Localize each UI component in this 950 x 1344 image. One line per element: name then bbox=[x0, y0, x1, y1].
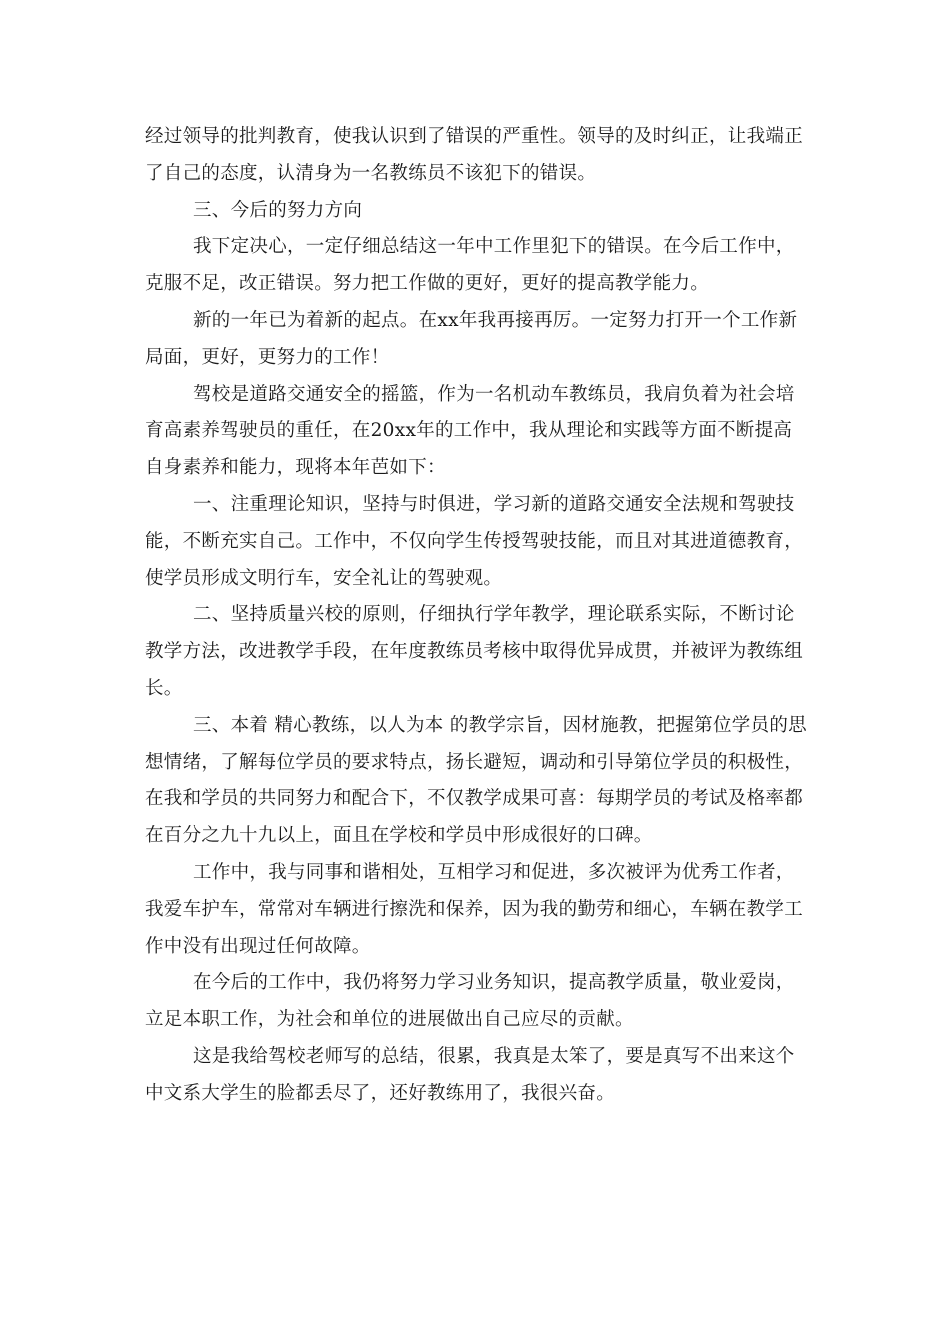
section-heading-future-direction: 三、今后的努力方向 bbox=[193, 199, 363, 221]
paragraph-point-two-quality: 二、坚持质量兴校的原则，仔细执行学年教学，理论联系实际，不断讨论教学方法，改进教学手段，在年度教练员考核中取得优异成贯，并被评为教练组长。 bbox=[145, 604, 804, 699]
paragraph-driving-school-intro: 驾校是道路交通安全的摇篮，作为一名机动车教练员，我肩负着为社会培育高素养驾驶员的重任，在20xx年的工作中，我从理论和实践等方面不断提高自身素养和能力，现将本年芭如下： bbox=[145, 383, 795, 479]
paragraph-criticism-continuation: 经过领导的批判教育，使我认识到了错误的严重性。领导的及时纠正，让我端正了自己的态度，认清身为一名教练员不该犯下的错误。 bbox=[145, 126, 804, 184]
paragraph-determination: 我下定决心，一定仔细总结这一年中工作里犯下的错误。在今后工作中，克服不足，改正错误。努力把工作做的更好，更好的提高教学能力。 bbox=[145, 236, 795, 295]
paragraph-colleagues-vehicles: 工作中，我与同事和谐相处，互相学习和促进，多次被评为优秀工作者，我爱车护车，常常对车辆进行擦洗和保养，因为我的勤劳和细心，车辆在教学工作中没有出现过任何故障。 bbox=[145, 861, 804, 957]
paragraph-new-year: 新的一年已为着新的起点。在xx年我再接再厉。一定努力打开一个工作新局面，更好，更努力的工作！ bbox=[145, 309, 798, 368]
paragraph-future-work: 在今后的工作中，我仍将努力学习业务知识，提高教学质量，敬业爱岗，立足本职工作，为社会和单位的进展做出自己应尽的贡献。 bbox=[145, 972, 795, 1031]
paragraph-point-one-theory: 一、注重理论知识，坚持与时俱进，学习新的道路交通安全法规和驾驶技能，不断充实自己。工作中，不仅向学生传授驾驶技能，而且对其进道德教育，使学员形成文明行车，安全礼让的驾驶观。 bbox=[145, 493, 804, 589]
paragraph-point-three-teaching: 三、本着 精心教练，以人为本 的教学宗旨，因材施教，把握第位学员的思想情绪，了解每位学员的要求特点，扬长避短，调动和引导第位学员的积极性，在我和学员的共同努力和配合下，不仅教学成果可喜：每期学员的考试及格率都在百分之九十九以上，面且在学校和学员中形成很好的口碑。 bbox=[145, 714, 807, 847]
paragraph-closing-remark: 这是我给驾校老师写的总结，很累，我真是太笨了，要是真写不出来这个中文系大学生的脸都丢尽了，还好教练用了，我很兴奋。 bbox=[145, 1045, 795, 1104]
document-body bbox=[145, 119, 807, 1113]
